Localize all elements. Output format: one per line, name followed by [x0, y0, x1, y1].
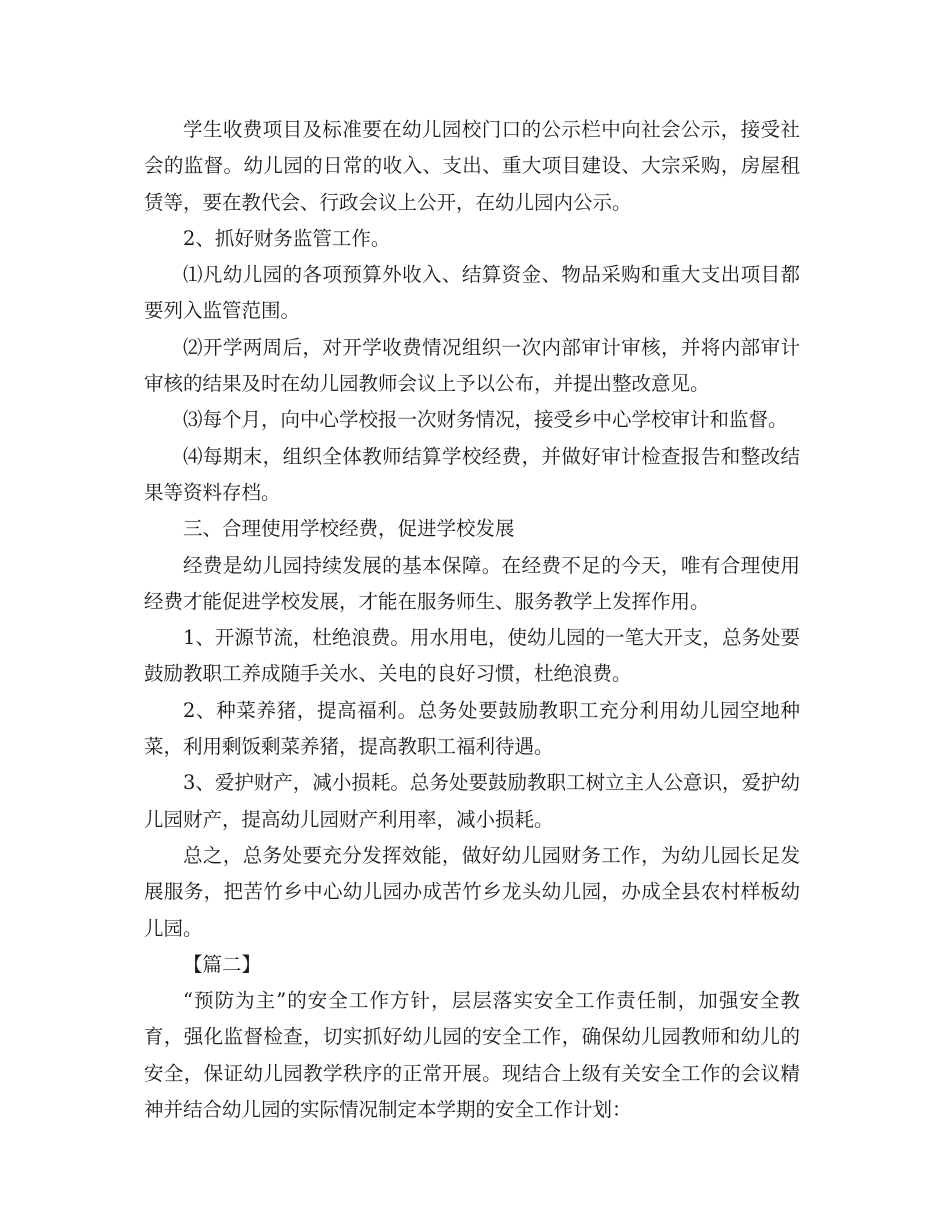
paragraph-item-2: 2、种菜养猪，提高福利。总务处要鼓励教职工充分利用幼儿园空地种菜，利用剩饭剩菜养猪，提高教职工福利待遇。 [144, 698, 800, 759]
paragraph-item-1: 1、开源节流，杜绝浪费。用水用电，使幼儿园的一笔大开支，总务处要鼓励教职工养成随手关水、关电的良好习惯，杜绝浪费。 [144, 626, 800, 686]
list-item-2: ⑵开学两周后，对开学收费情况组织一次内部审计审核，并将内部审计审核的结果及时在幼儿园教师会议上予以公布，并提出整改意见。 [144, 335, 800, 396]
section-heading-three: 三、合理使用学校经费，促进学校发展 [183, 517, 515, 541]
document-page [144, 112, 800, 1128]
section-heading-part-two: 【篇二】 [183, 952, 262, 976]
list-item-1: ⑴凡幼儿园的各项预算外收入、结算资金、物品采购和重大支出项目都要列入监管范围。 [144, 263, 800, 323]
paragraph-conclusion: 总之，总务处要充分发挥效能，做好幼儿园财务工作，为幼儿园长足发展服务，把苦竹乡中心幼儿园办成苦竹乡龙头幼儿园，办成全县农村样板幼儿园。 [144, 843, 800, 940]
list-item-4: ⑷每期末，组织全体教师结算学校经费，并做好审计检查报告和整改结果等资料存档。 [144, 444, 800, 504]
heading-financial-supervision: 2、抓好财务监管工作。 [183, 226, 391, 250]
paragraph-fee-disclosure: 学生收费项目及标准要在幼儿园校门口的公示栏中向社会公示，接受社会的监督。幼儿园的日常的收入、支出、重大项目建设、大宗采购，房屋租赁等，要在教代会、行政会议上公开，在幼儿园内公示。 [144, 118, 800, 214]
paragraph-item-3: 3、爱护财产，减小损耗。总务处要鼓励教职工树立主人公意识，爱护幼儿园财产，提高幼儿园财产利用率，减小损耗。 [144, 771, 800, 831]
paragraph-safety-plan-intro: “预防为主”的安全工作方针，层层落实安全工作责任制，加强安全教育，强化监督检查，切实抓好幼儿园的安全工作，确保幼儿园教师和幼儿的安全，保证幼儿园教学秩序的正常开展。现结合上级有关安全工作的会议精神并结合幼儿园的实际情况制定本学期的安全工作计划： [144, 989, 800, 1122]
paragraph-funding-basis: 经费是幼儿园持续发展的基本保障。在经费不足的今天，唯有合理使用经费才能促进学校发展，才能在服务师生、服务教学上发挥作用。 [144, 553, 800, 613]
list-item-3: ⑶每个月，向中心学校报一次财务情况，接受乡中心学校审计和监督。 [183, 408, 788, 432]
